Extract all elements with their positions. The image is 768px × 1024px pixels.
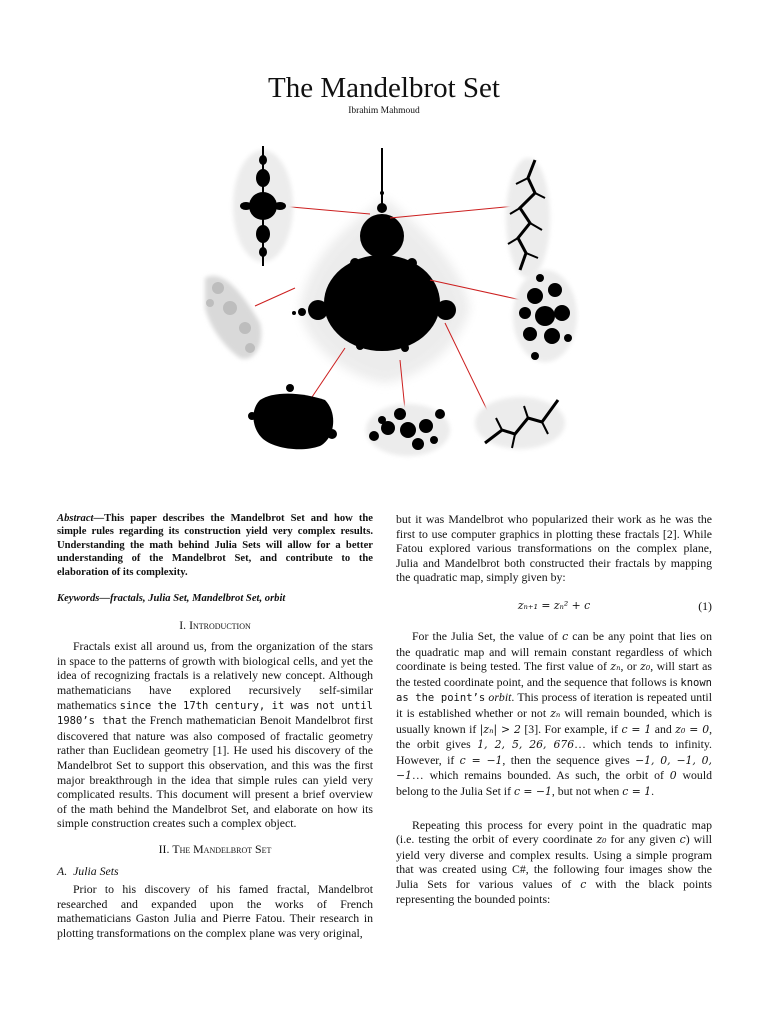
julia-set-top-left: [233, 146, 293, 266]
author-name: Ibrahim Mahmoud: [348, 106, 420, 116]
julia-set-top-right: [506, 158, 550, 278]
equation-1: [396, 599, 712, 617]
julia-set-bottom-right: [475, 397, 565, 449]
subsection-heading-julia: A. Julia Sets: [57, 863, 119, 878]
julia-paragraph-3: Repeating this process for every point in the quadratic map (i.e. testing the orbit of every coordinate z₀ for any given c) will yield very diverse and complex results. Using a simple program that was created using C#, the following four images show the Julia Sets for various values of c with the black points representing the bounded points:: [396, 817, 712, 907]
left-column: [57, 512, 373, 940]
abstract: Abstract—This paper describes the Mandelbrot Set and how the simple rules regarding its construction yield very complex results. Understanding the math behind Julia Sets will allow for a better understanding of the Mandelbrot Set, and contribute to the elaboration of its complexity.: [57, 513, 373, 578]
julia-paragraph-1: Prior to his discovery of his famed fractal, Mandelbrot researched and expanded upon the works of French mathematicians Gaston Julia and Pierre Fatou. Their research in plotting transformations on the complex plane was very original,: [57, 882, 373, 940]
section-heading-mandelbrot: II. The Mandelbrot Set: [158, 841, 272, 856]
julia-set-bottom-center: [366, 404, 450, 456]
intro-paragraph: Fractals exist all around us, from the organization of the stars in space to the patterns of growth with biological cells, and yet the idea of recognizing fractals is a relatively new concept. Although mathematicians have explored recursively self-similar mathematics since the 17th century, it was not until 1980’s that the French mathematician Benoit Mandelbrot first discovered that nature was also composed of fractalic geometry rather than Euclidean geometry [1]. He used his discovery of the Mandelbrot Set to support this observation, and this was the first major breakthrough in the idea that simple rules can yield very complicated results. This document will present a brief overview of the math behind the Mandelbrot Set, and elaborate on how its simple construction creates such a complex object.: [57, 639, 373, 831]
julia-set-bottom-left: [248, 384, 337, 449]
equation-number: (1): [698, 598, 712, 613]
keywords: Keywords—fractals, Julia Set, Mandelbrot Set, orbit: [57, 593, 286, 605]
right-column: [396, 512, 712, 907]
julia-paragraph-1-cont: but it was Mandelbrot who popularized their work as he was the first to use computer graphics in plotting these fractals [2]. While Fatou explored various transformations on the complex plane, Julia and Mandelbrot both constructed their fractals by mapping the quadratic map, simply given by:: [396, 512, 712, 585]
julia-set-right: [513, 270, 577, 362]
paper-title: The Mandelbrot Set: [268, 72, 500, 104]
section-heading-introduction: I. Introduction: [179, 617, 251, 632]
equation-text: zₙ₊₁ = zₙ² + c: [517, 598, 591, 612]
julia-paragraph-2: For the Julia Set, the value of c can be any point that lies on the quadratic map and will remain constant regardless of which coordinate is being tested. The first value of zₙ, or z₀, will start as the tested coordinate point, and the sequence that follows is known as the point’s orbit. This process of iteration is repeated until it is established whether or not zₙ will remain bounded, which is usually known if |zₙ| > 2 [3]. For example, if c = 1 and z₀ = 0, the orbit gives 1, 2, 5, 26, 676… which tends to infinity. However, if c = −1, then the sequence gives −1, 0, −1, 0, −1… which remains bounded. As such, the orbit of 0 would belong to the Julia Set if c = −1, but not when c = 1.: [396, 628, 713, 798]
julia-set-left: [205, 276, 261, 359]
mandelbrot-with-julia-sets-figure: [190, 138, 580, 478]
